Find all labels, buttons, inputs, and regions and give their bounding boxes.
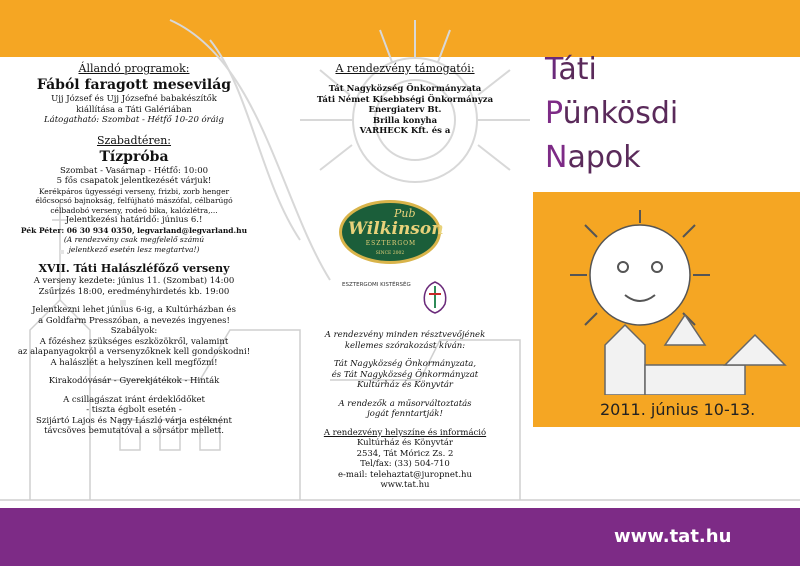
exhibit-line: kiállítása a Táti Galériában: [76, 104, 192, 115]
sponsor-item: Táti Német Kisebbségi Önkormányza: [316, 94, 494, 105]
middle-panel: [290, 62, 520, 137]
pub-logo-city: ESZTERGOM: [365, 240, 417, 247]
sponsor-item: Brilla konyha: [372, 115, 438, 126]
exhibit-hours: Látogatható: Szombat - Hétfő 10-20 óráig: [44, 115, 224, 125]
rules-line: az alapanyagokról a versenyzőknek kell gondoskodni!: [17, 347, 251, 357]
rules-header: Szabályok:: [110, 326, 158, 336]
tizproba-line: Kerékpáros ügyességi verseny, frizbi, zorb henger: [38, 186, 230, 196]
event-title: [545, 48, 678, 180]
fish-contest-title: XVII. Táti Halászléfőző verseny: [38, 262, 230, 275]
sponsors-header: A rendezvény támogatói:: [335, 62, 475, 75]
fish-line: A verseny kezdete: június 11. (Szombat) 14:00: [33, 276, 235, 286]
exhibit-line: Ujj József és Ujj Józsefné babakészítők: [51, 94, 217, 104]
tizproba-contact: Pék Péter: 06 30 934 0350, legvarland@legvarland.hu: [20, 225, 248, 235]
sponsor-item: VARHECK Kft. és a: [359, 126, 451, 136]
organizer-line: Tát Nagyközség Önkormányzata,: [333, 359, 477, 369]
outdoor-header: Szabadtéren:: [96, 133, 172, 147]
pub-logo-top: Pub: [394, 207, 416, 220]
stargazing-line: - tiszta égbolt esetén -: [86, 405, 182, 415]
sponsor-item: Tát Nagyközség Önkormányzata: [328, 84, 482, 94]
title-cap: P: [545, 96, 563, 131]
title-cap: T: [545, 52, 559, 87]
info-line: Tel/fax: (33) 504-710: [360, 459, 450, 469]
info-line: 2534, Tát Móricz Zs. 2: [356, 448, 454, 459]
change-notice: A rendezők a műsorváltoztatás: [338, 398, 472, 409]
fish-line: Jelentkezni lehet június 6-ig, a Kultúrházban és: [32, 305, 236, 315]
change-notice: jogát fenntartják!: [367, 409, 443, 419]
tizproba-title: Tízpróba: [99, 148, 169, 165]
info-line: www.tat.hu: [380, 480, 430, 490]
middle-lower-panel: [290, 330, 520, 491]
tizproba-line: 5 fős csapatok jelentkezését várjuk!: [56, 176, 212, 186]
sun-face-illustration: [545, 205, 790, 395]
title-rest: ünkösdi: [562, 96, 679, 131]
rules-line: A főzéshez szükséges eszközökről, valamint: [39, 336, 229, 347]
tizproba-note: (A rendezvény csak megfelelő számú: [63, 235, 205, 244]
tizproba-line: élőcsocsó bajnokság, felfújható mászófal, célbarúgó: [35, 196, 233, 205]
title-cap: N: [545, 140, 568, 175]
tizproba-note: jelentkező esetén lesz megtartva!): [68, 244, 200, 254]
wish-line: kellemes szórakozást kíván:: [344, 340, 466, 351]
stargazing-line: A csillagászat iránt érdeklődőket: [63, 394, 205, 405]
fish-line: a Goldfarm Presszóban, a nevezés ingyenes!: [38, 315, 230, 326]
title-rest: áti: [558, 52, 597, 87]
info-line: e-mail: telehaztat@juropnet.hu: [338, 469, 472, 480]
left-panel: [14, 62, 254, 437]
website-url: www.tat.hu: [614, 526, 732, 547]
stargazing-line: távcsöves bemutatóval a sörsátor mellett.: [44, 426, 224, 436]
tizproba-deadline: Jelentkezési határidő: június 6.!: [65, 215, 203, 225]
info-line: Kultúrház és Könyvtár: [357, 438, 453, 448]
kisterseg-emblem-icon: [420, 280, 450, 314]
exhibit-title: Fából faragott mesevilág: [36, 77, 232, 93]
organizer-line: és Tát Nagyközség Önkormányzat: [331, 369, 479, 380]
wish-line: A rendezvény minden résztvevőjének: [324, 330, 486, 340]
organizer-line: Kultúrház és Könyvtár: [357, 380, 453, 390]
tizproba-line: Szombat - Vasárnap - Hétfő: 10:00: [59, 165, 209, 176]
kisterseg-label: ESZTERGOMI KISTÉRSÉG: [342, 282, 411, 288]
pub-logo-since: SINCE 2002: [375, 251, 405, 256]
sponsor-item: Energiaterv Bt.: [368, 105, 442, 115]
pub-logo-name: Wilkinson: [348, 219, 444, 239]
rules-line: A halászlét a helyszínen kell megfőzni!: [50, 357, 218, 368]
tizproba-line: célbadobó verseny, rodeó bika, kalózlétra,...: [50, 205, 218, 215]
fair-line: Kirakodóvásár - Gyerekjátékok - Hinták: [48, 376, 220, 386]
event-date: 2011. június 10-13.: [600, 400, 756, 419]
title-rest: apok: [567, 140, 641, 175]
fish-line: Zsűrizés 18:00, eredményhirdetés kb. 19:00: [38, 286, 230, 297]
permanent-programs-header: Állandó programok:: [78, 62, 190, 75]
info-header: A rendezvény helyszíne és információ: [323, 427, 487, 438]
stargazing-line: Szijártó Lajos és Nagy László várja estéknént: [36, 415, 232, 426]
wilkinson-pub-logo: [339, 200, 444, 264]
